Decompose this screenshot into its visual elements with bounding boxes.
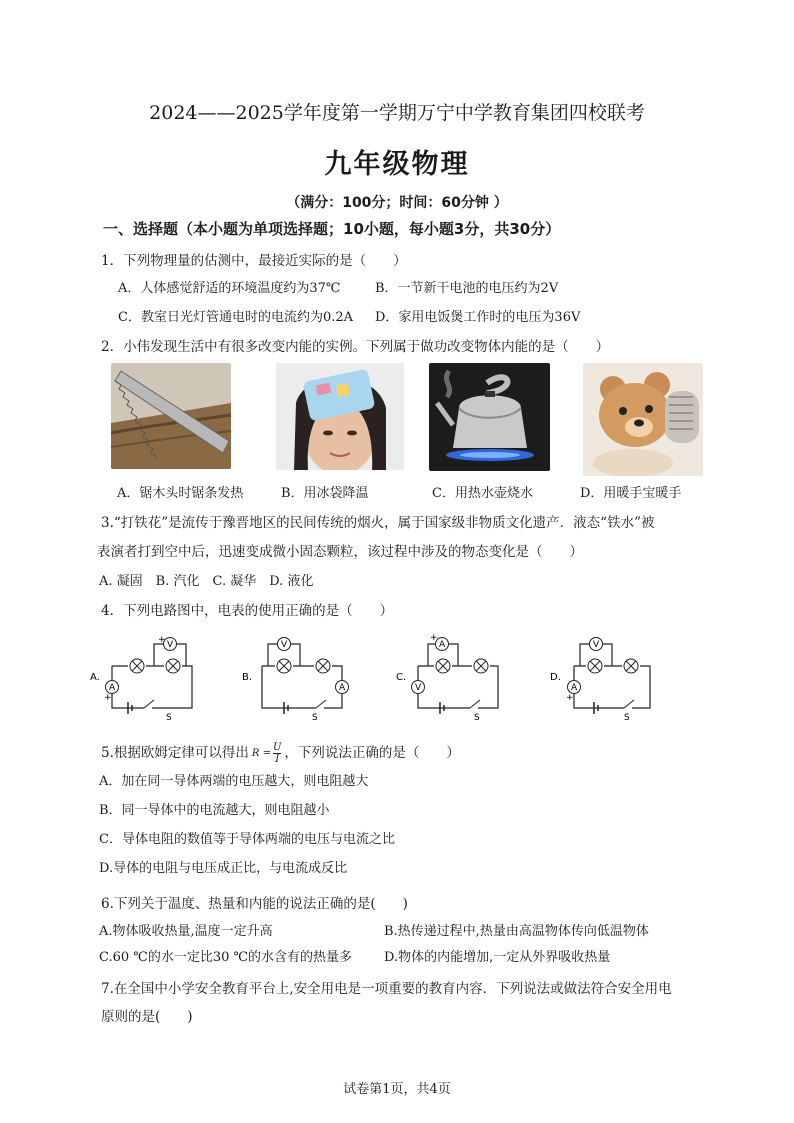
hand-warmer-bear-image (583, 363, 703, 476)
q3-stem-line1: 3.“打铁花”是流传于豫晋地区的民间传统的烟火，属于国家级非物质文化遗产．液态“铁水”被 (101, 515, 655, 531)
svg-text:V: V (415, 683, 422, 693)
score-time: （满分：100分；时间：60分钟 ） (286, 195, 508, 211)
circuit-a-label: A. (90, 672, 100, 683)
q1-option-d: D．家用电饭煲工作时的电压为36V (375, 310, 581, 325)
section-heading: 一、选择题（本小题为单项选择题；10小题，每小题3分，共30分） (103, 220, 561, 238)
circuit-c-label: C. (396, 672, 407, 683)
saw-wood-image (111, 363, 231, 469)
svg-text:S: S (624, 713, 630, 723)
q3-stem-line2: 表演者打到空中后，迅速变成微小固态颗粒，该过程中涉及的物态变化是（ ） (97, 544, 583, 560)
ohm-formula: R = $\frac{U}{I}$ (251, 742, 282, 765)
q2-option-a: A．锯木头时锯条发热 (117, 486, 244, 501)
q2-option-c: C．用热水壶烧水 (432, 486, 533, 501)
circuit-c (394, 628, 514, 728)
q6-option-c: C.60 ℃的水一定比30 ℃的水含有的热量多 (99, 950, 353, 965)
q5-option-a: A．加在同一导体两端的电压越大，则电阻越大 (99, 774, 369, 789)
kettle-image (429, 363, 550, 471)
q6-option-a: A.物体吸收热量,温度一定升高 (99, 924, 273, 939)
q6-stem: 6.下列关于温度、热量和内能的说法正确的是( ) (101, 896, 408, 912)
q7-stem-line2: 原则的是( ) (101, 1009, 193, 1025)
q7-stem-line1: 7.在全国中小学安全教育平台上,安全用电是一项重要的教育内容．下列说法或做法符合安全用电 (101, 981, 672, 997)
q2-option-d: D．用暖手宝暖手 (580, 486, 682, 501)
q1-option-a: A．人体感觉舒适的环境温度约为37℃ (118, 281, 341, 296)
q2-option-b: B．用冰袋降温 (281, 486, 369, 501)
q5-option-d: D.导体的电阻与电压成正比，与电流成反比 (99, 861, 348, 876)
circuit-d-label: D. (550, 672, 561, 683)
subject-title: 九年级物理 (324, 149, 470, 180)
svg-text:+: + (566, 693, 574, 703)
svg-text:V: V (167, 640, 174, 650)
q5-stem: 5.根据欧姆定律可以得出 R = $\frac{U}{I}$ ，下列说法正确的是（ ） (101, 742, 460, 765)
svg-text:A: A (339, 683, 346, 693)
svg-text:S: S (474, 713, 480, 723)
circuit-b-label: B. (242, 672, 253, 683)
q5-option-c: C．导体电阻的数值等于导体两端的电压与电流之比 (99, 832, 395, 847)
svg-text:+: + (104, 693, 112, 703)
svg-text:A: A (109, 683, 116, 693)
ice-pack-image (276, 363, 404, 470)
q3-options: A. 凝固 B. 汽化 C. 凝华 D. 液化 (99, 574, 314, 589)
circuit-b (240, 628, 360, 728)
q1-option-b: B．一节新干电池的电压约为2V (375, 281, 559, 296)
svg-text:+: + (158, 635, 166, 645)
svg-text:A: A (571, 683, 578, 693)
circuit-d (548, 628, 668, 728)
svg-text:S: S (166, 713, 172, 723)
exam-title: 2024——2025学年度第一学期万宁中学教育集团四校联考 (149, 102, 645, 124)
q6-option-d: D.物体的内能增加,一定从外界吸收热量 (384, 950, 611, 965)
q2-stem: 2．小伟发现生活中有很多改变内能的实例。下列属于做功改变物体内能的是（ ） (101, 339, 610, 355)
svg-text:S: S (312, 713, 318, 723)
q1-stem: 1．下列物理量的估测中，最接近实际的是（ ） (101, 253, 407, 269)
q5-option-b: B．同一导体中的电流越大，则电阻越小 (99, 803, 330, 818)
svg-text:V: V (281, 640, 288, 650)
svg-text:V: V (593, 640, 600, 650)
circuit-a (88, 628, 208, 728)
page-footer: 试卷第1页，共4页 (343, 1082, 451, 1097)
svg-text:A: A (439, 640, 446, 650)
q4-stem: 4．下列电路图中，电表的使用正确的是（ ） (101, 603, 394, 619)
svg-text:+: + (430, 633, 438, 643)
q6-option-b: B.热传递过程中,热量由高温物体传向低温物体 (384, 924, 649, 939)
q1-option-c: C．教室日光灯管通电时的电流约为0.2A (118, 310, 354, 325)
